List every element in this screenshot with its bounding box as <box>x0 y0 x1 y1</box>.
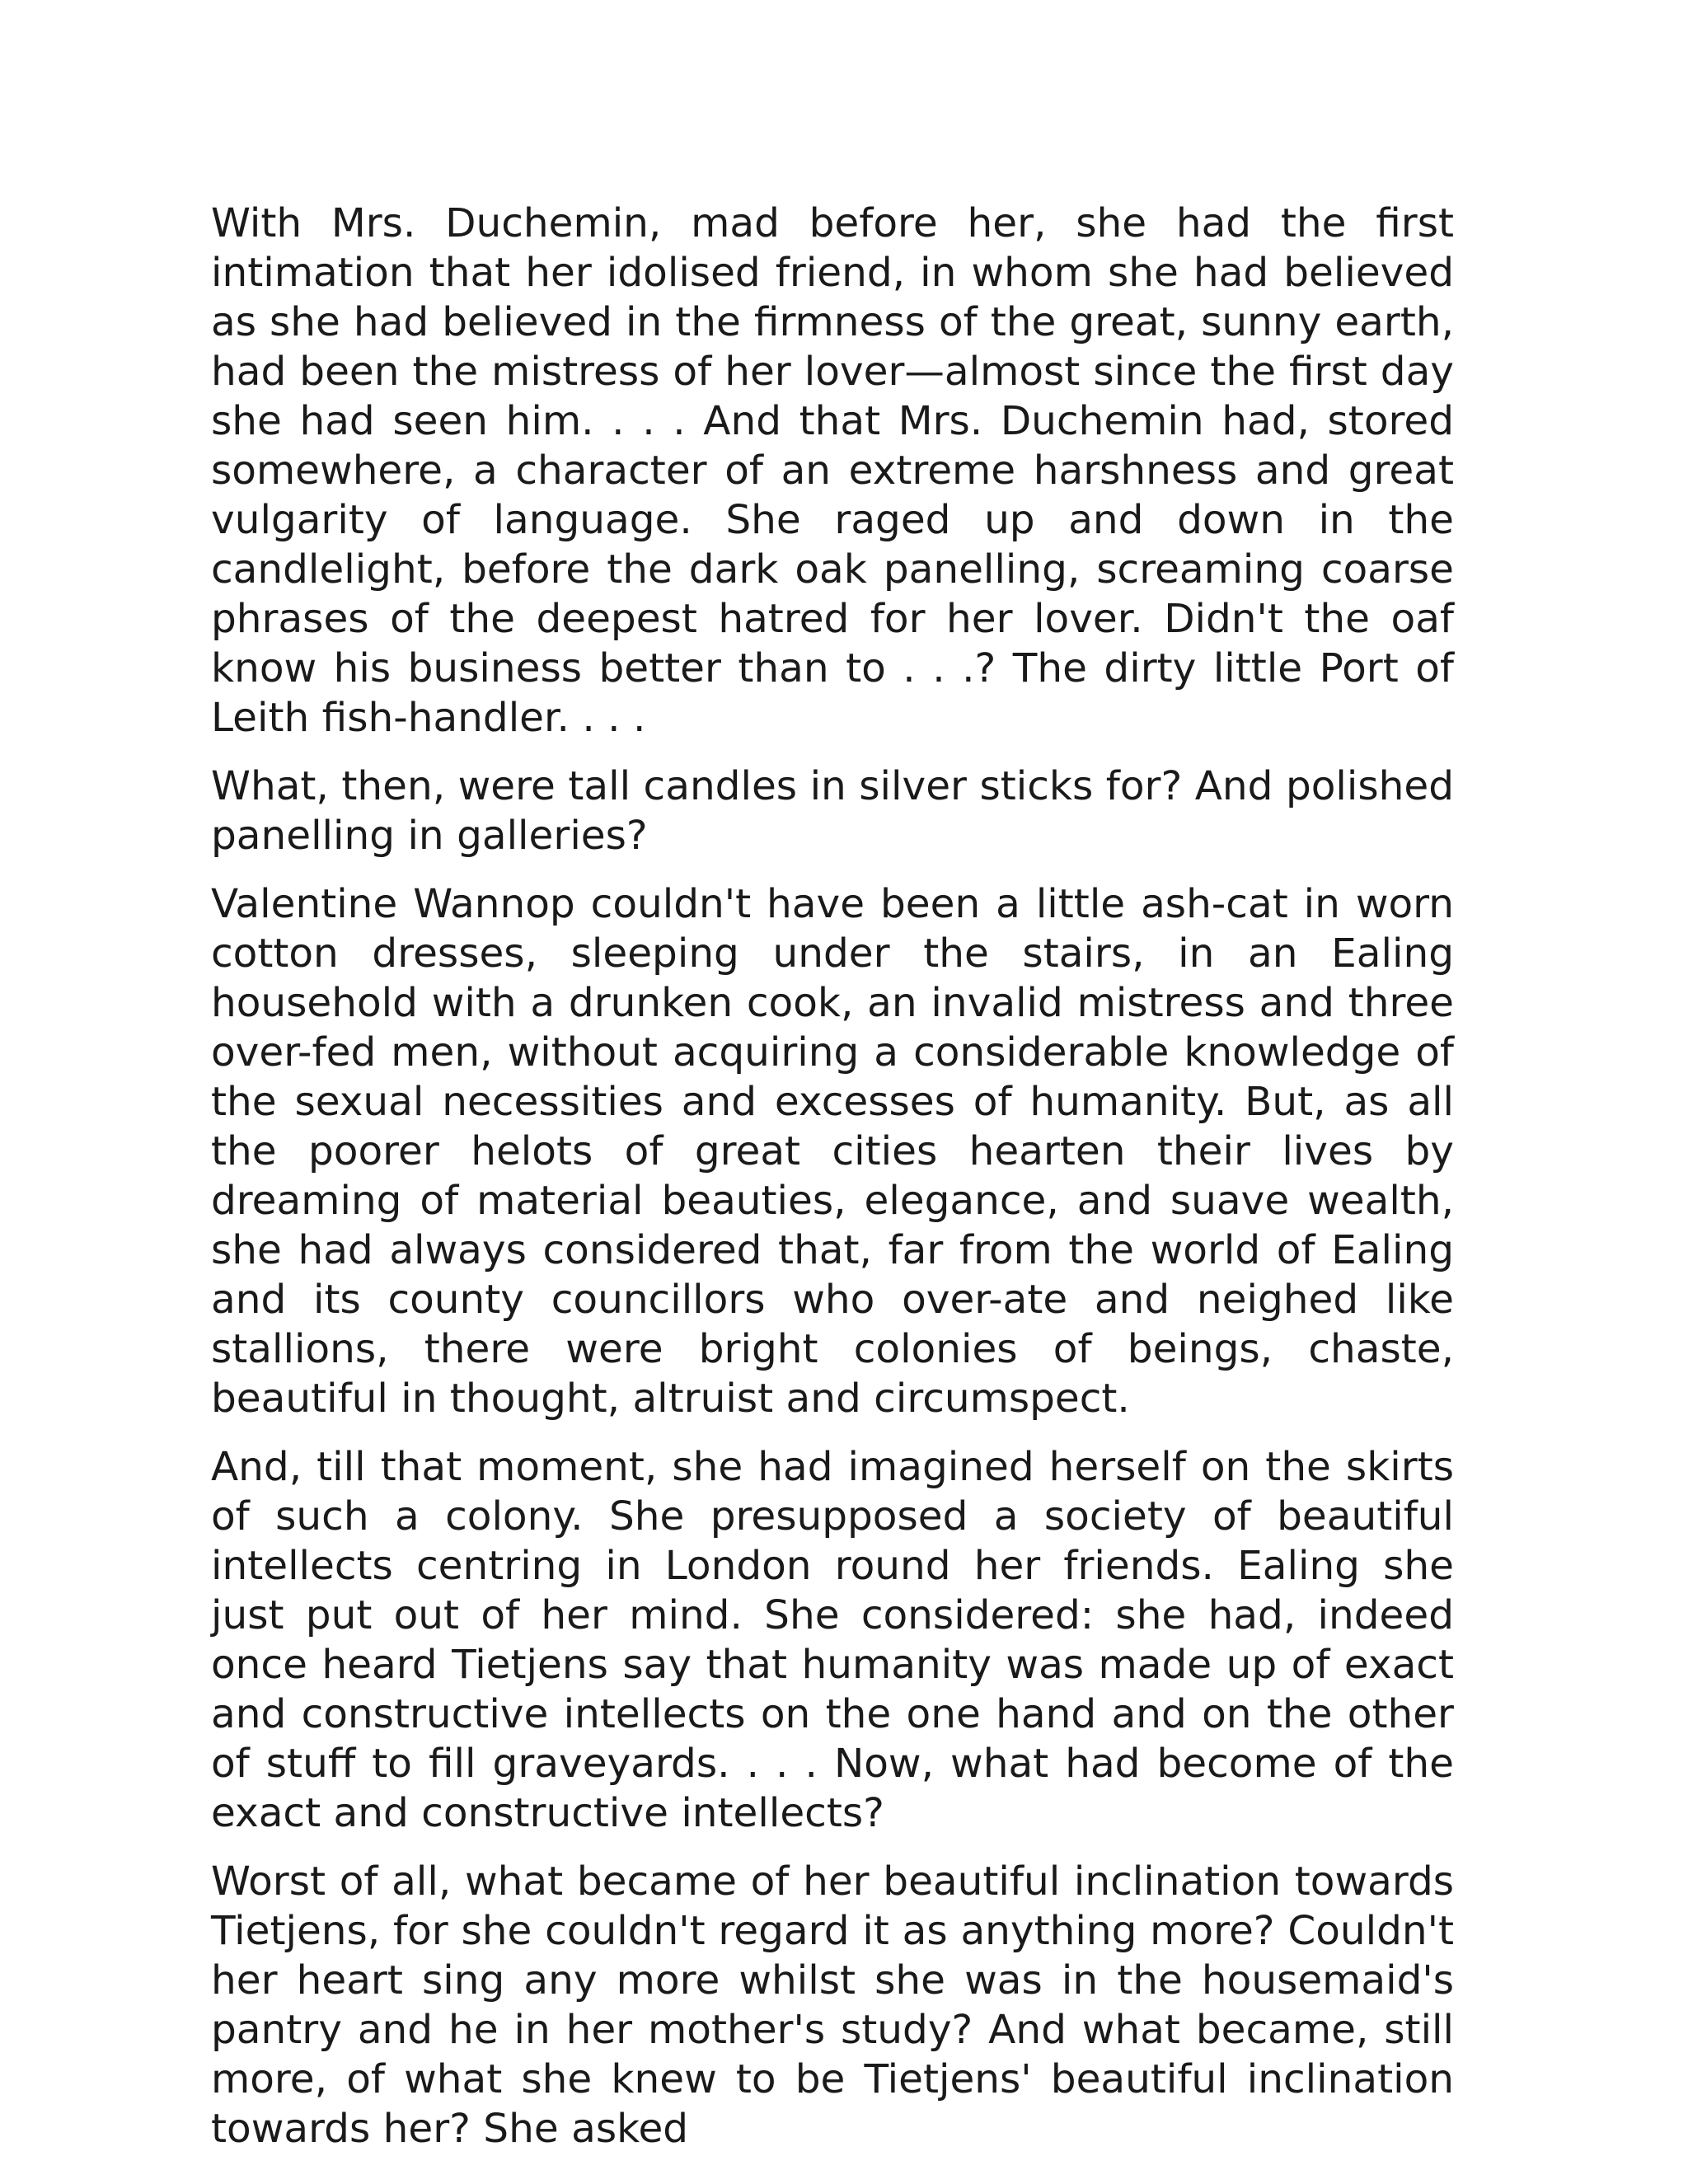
paragraph-5: Worst of all, what became of her beautiful inclination towards Tietjens, for she couldn't regard it as anything more? Couldn't her heart sing any more whilst she was in the housemaid's pantry and he in her mother's study? And what became, still more, of what she knew to be Tietjens' beautiful inclination towards her? She asked <box>211 1858 1454 2152</box>
paragraph-3: Valentine Wannop couldn't have been a little ash-cat in worn cotton dresses, sleeping under the stairs, in an Ealing household with a drunken cook, an invalid mistress and three over-fed men, without acquiring a considerable knowledge of the sexual necessities and excesses of humanity. But, as all the poorer helots of great cities hearten their lives by dreaming of material beauties, elegance, and suave wealth, she had always considered that, far from the world of Ealing and its county councillors who over-ate and neighed like stallions, there were bright colonies of beings, chaste, beautiful in thought, altruist and circumspect. <box>211 881 1454 1422</box>
paragraph-4: And, till that moment, she had imagined herself on the skirts of such a colony. She presupposed a society of beautiful intellects centring in London round her friends. Ealing she just put out of her mind. She considered: she had, indeed once heard Tietjens say that humanity was made up of exact and constructive intellects on the one hand and on the other of stuff to fill graveyards. . . . Now, what had become of the exact and constructive intellects? <box>211 1444 1454 1836</box>
document-page <box>211 199 1454 2172</box>
paragraph-1: With Mrs. Duchemin, mad before her, she had the first intimation that her idolised friend, in whom she had believed as she had believed in the firmness of the great, sunny earth, had been the mistress of her lover—almost since the first day she had seen him. . . . And that Mrs. Duchemin had, stored somewhere, a character of an extreme harshness and great vulgarity of language. She raged up and down in the candlelight, before the dark oak panelling, screaming coarse phrases of the deepest hatred for her lover. Didn't the oaf know his business better than to . . .? The dirty little Port of Leith fish-handler. . . . <box>211 200 1454 741</box>
paragraph-2: What, then, were tall candles in silver sticks for? And polished panelling in galleries? <box>211 763 1454 859</box>
